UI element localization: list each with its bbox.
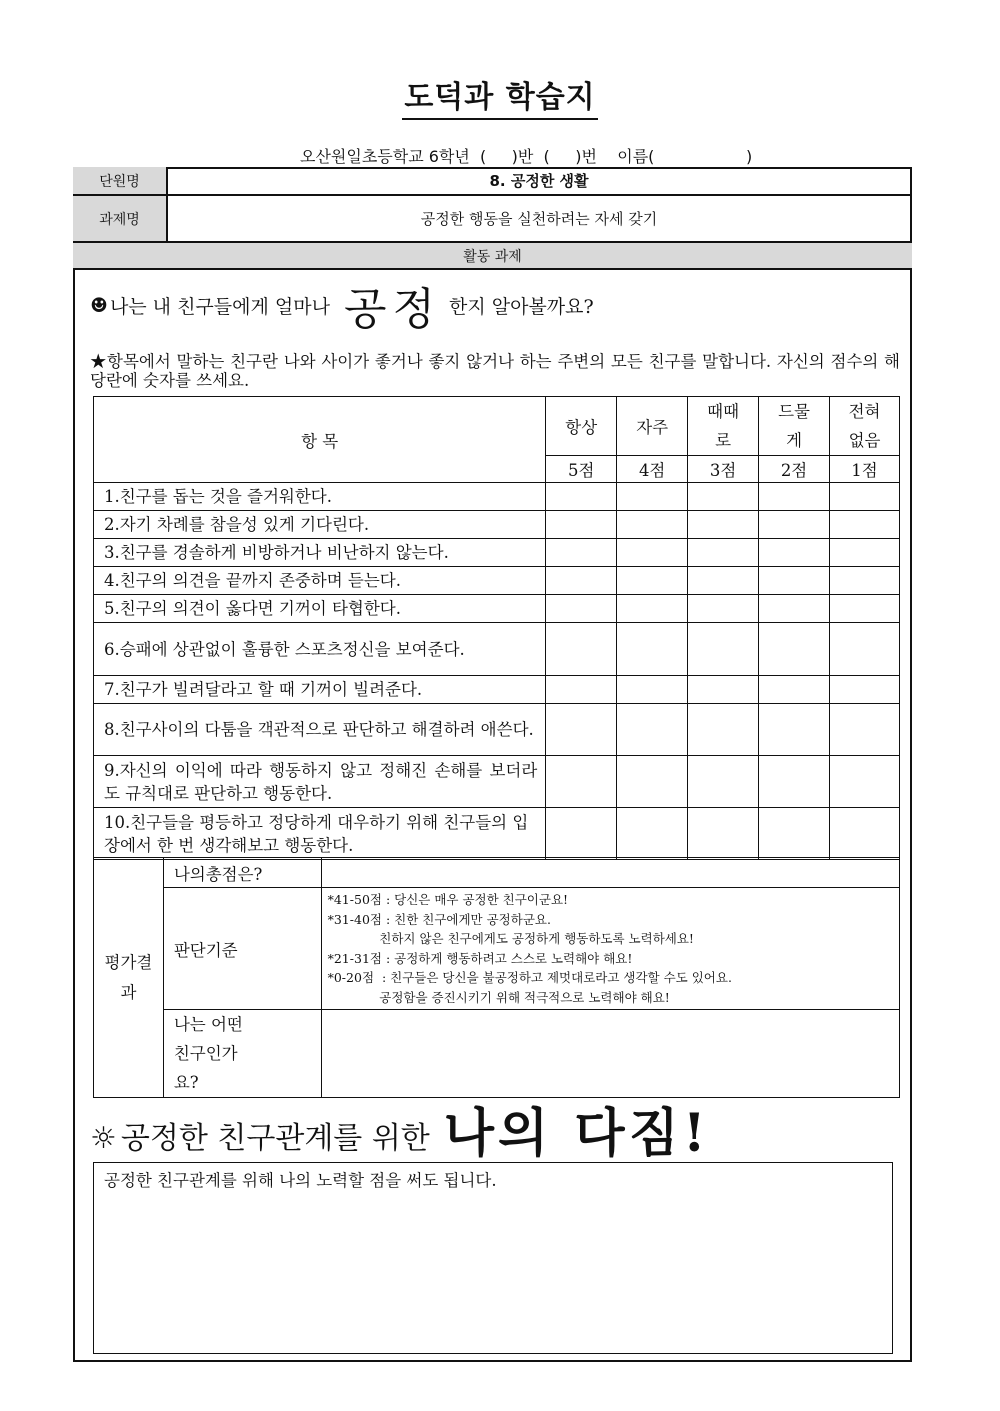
task-label: 과제명 [73,196,168,241]
score-cell[interactable] [759,756,830,808]
score-cell[interactable] [546,511,617,539]
score-cell[interactable] [617,511,688,539]
score-cell[interactable] [688,539,759,567]
score-cell[interactable] [546,595,617,623]
col-often: 자주 [617,397,688,456]
score-cell[interactable] [759,511,830,539]
task-row [73,196,912,243]
student-info-line: 오산원일초등학교 6학년 ( )반 ( )번 이름( ) [300,147,753,166]
score-cell[interactable] [688,704,759,756]
worksheet-title: 도덕과 학습지 [0,72,1000,116]
score-cell[interactable] [546,808,617,860]
score-cell[interactable] [546,539,617,567]
item-header: 항 목 [94,397,546,483]
criteria-label: 판단기준 [163,888,321,1010]
score-cell[interactable] [688,756,759,808]
score-cell[interactable] [759,595,830,623]
pledge-heading: ☼ 공정한 친구관계를 위한 나의 다짐! [90,1103,710,1164]
score-cell[interactable] [617,808,688,860]
score-cell[interactable] [830,676,900,704]
evaluation-label: 평가결과 [94,858,164,1098]
score-cell[interactable] [688,808,759,860]
score-cell[interactable] [617,483,688,511]
score-cell[interactable] [688,676,759,704]
score-cell[interactable] [830,808,900,860]
score-cell[interactable] [759,704,830,756]
table-row: 10.친구들을 평등하고 정당하게 대우하기 위해 친구들의 입장에서 한 번 생각해보고 행동한다. [94,808,900,860]
score-cell[interactable] [617,756,688,808]
score-cell[interactable] [830,567,900,595]
total-input[interactable] [321,858,899,888]
score-cell[interactable] [688,511,759,539]
task-value: 공정한 행동을 실천하려는 자세 갖기 [420,210,658,228]
question-heading: ☻ 나는 내 친구들에게 얼마나 공정 한지 알아볼까요? [90,275,594,335]
score-cell[interactable] [759,808,830,860]
table-row: 1.친구를 돕는 것을 즐거워한다. [94,483,900,511]
which-friend-label: 나는 어떤 친구인가요? [163,1010,321,1098]
score-cell[interactable] [617,676,688,704]
instruction-note: ★항목에서 말하는 친구란 나와 사이가 좋거나 좋지 않거나 하는 주변의 모든 친구를 말합니다. 자신의 점수의 해당란에 숫자를 쓰세요. [90,352,900,390]
score-cell[interactable] [688,483,759,511]
score-cell[interactable] [759,483,830,511]
score-cell[interactable] [546,756,617,808]
pledge-emphasis: 나의 다짐! [443,1103,710,1164]
score-cell[interactable] [546,567,617,595]
score-cell[interactable] [830,704,900,756]
score-cell[interactable] [617,567,688,595]
score-1: 1점 [830,456,900,483]
table-row: 4.친구의 의견을 끝까지 존중하며 듣는다. [94,567,900,595]
score-5: 5점 [546,456,617,483]
table-row: 8.친구사이의 다툼을 객관적으로 판단하고 해결하려 애쓴다. [94,704,900,756]
score-cell[interactable] [617,539,688,567]
score-cell[interactable] [830,511,900,539]
score-cell[interactable] [688,567,759,595]
unit-value: 8. 공정한 생활 [489,172,589,190]
score-cell[interactable] [759,676,830,704]
evaluation-table [93,857,900,1098]
score-cell[interactable] [759,623,830,676]
col-never: 전혀없음 [830,397,900,456]
score-cell[interactable] [830,623,900,676]
table-row: 9.자신의 이익에 따라 행동하지 않고 정해진 손해를 보더라도 규칙대로 판단하고 행동한다. [94,756,900,808]
score-cell[interactable] [830,483,900,511]
smiley-icon: ☻ [90,293,108,317]
score-cell[interactable] [830,539,900,567]
score-cell[interactable] [546,483,617,511]
total-label: 나의총점은? [163,858,321,888]
score-cell[interactable] [759,539,830,567]
rating-table [93,396,900,860]
score-cell[interactable] [617,595,688,623]
score-cell[interactable] [617,704,688,756]
which-friend-input[interactable] [321,1010,899,1098]
sun-icon: ☼ [90,1121,117,1156]
pledge-writing-box[interactable] [93,1162,893,1354]
col-sometimes: 때때로 [688,397,759,456]
score-cell[interactable] [759,567,830,595]
pledge-hint: 공정한 친구관계를 위해 나의 노력할 점을 써도 됩니다. [104,1171,497,1190]
score-cell[interactable] [617,623,688,676]
score-cell[interactable] [546,623,617,676]
score-cell[interactable] [546,676,617,704]
unit-row [73,167,912,196]
criteria-list: *41-50점 : 당신은 매우 공정한 친구이군요! *31-40점 : 친한 친구에게만 공정하군요. 친하지 않은 친구에게도 공정하게 행동하도록 노력하세요! *21-31점 : 공정하게 행동하려고 스스로 노력해야 해요! *0-20점 : 친구들은 당신을 불공정하고 제멋대로라고 생각할 수도 있어요. 공정함을 증진시키기 위해 적극적으로 노력해야 해요! [321,888,899,1010]
col-rarely: 드물게 [759,397,830,456]
col-always: 항상 [546,397,617,456]
score-4: 4점 [617,456,688,483]
table-row: 6.승패에 상관없이 훌륭한 스포츠정신을 보여준다. [94,623,900,676]
question-emphasis: 공정 [343,284,441,335]
score-cell[interactable] [830,756,900,808]
table-row: 2.자기 차례를 참을성 있게 기다린다. [94,511,900,539]
table-row: 5.친구의 의견이 옳다면 기꺼이 타협한다. [94,595,900,623]
table-row: 3.친구를 경솔하게 비방하거나 비난하지 않는다. [94,539,900,567]
activity-bar: 활동 과제 [73,243,912,270]
score-cell[interactable] [546,704,617,756]
score-2: 2점 [759,456,830,483]
table-row: 7.친구가 빌려달라고 할 때 기꺼이 빌려준다. [94,676,900,704]
score-cell[interactable] [830,595,900,623]
score-cell[interactable] [688,595,759,623]
score-3: 3점 [688,456,759,483]
score-cell[interactable] [688,623,759,676]
unit-label: 단원명 [73,167,168,194]
